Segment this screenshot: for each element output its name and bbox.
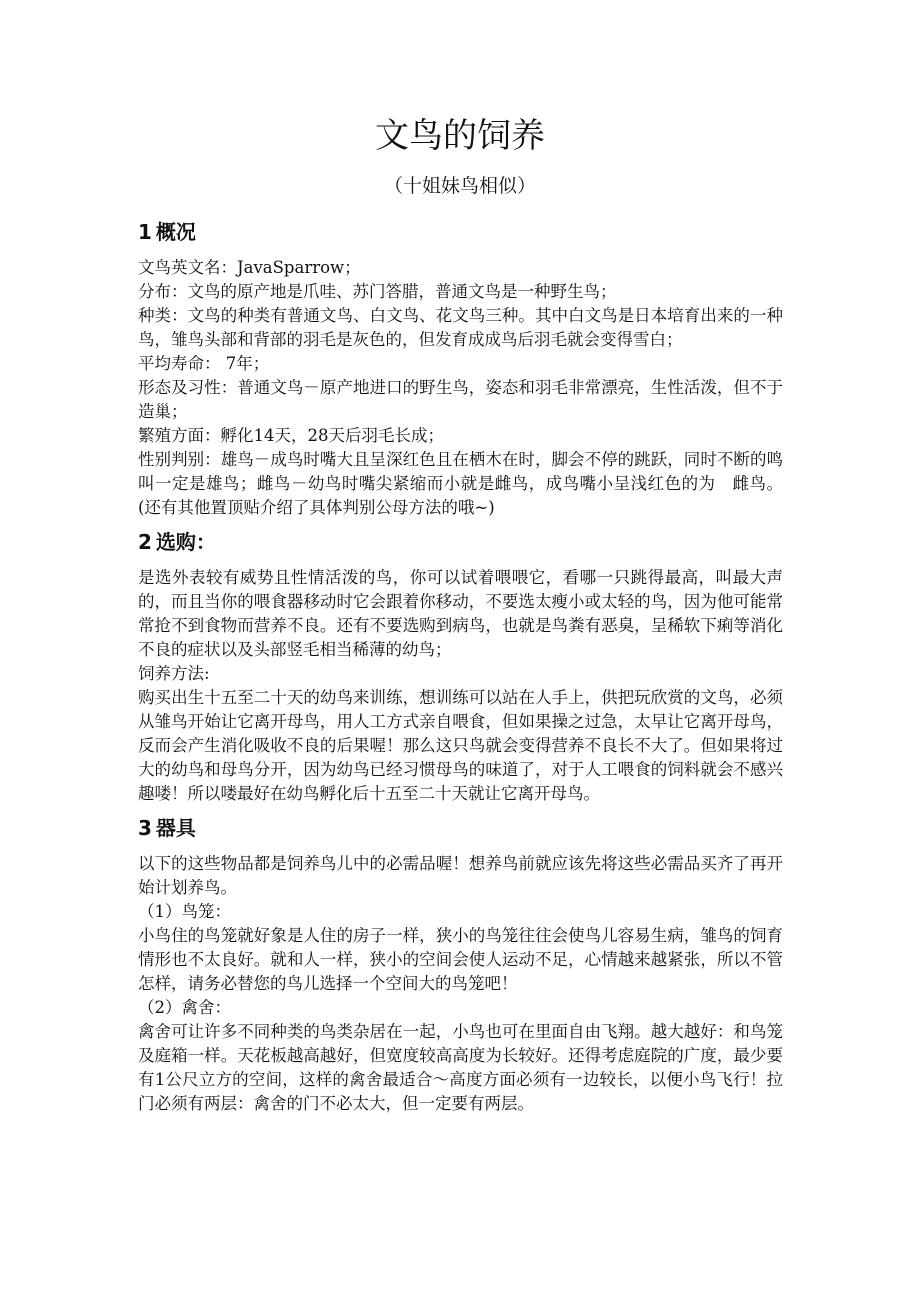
paragraph: 饲养方法: [138, 664, 210, 683]
paragraph: 繁殖方面：孵化14天，28天后羽毛长成； [138, 426, 444, 445]
paragraph: 禽舍可让许多不同种类的鸟类杂居在一起，小鸟也可在里面自由飞翔。越大越好：和鸟笼及庭箱一样。天花板越高越好，但宽度较高高度为长较好。还得考虑庭院的广度，最少要有1公尺立方的空间，这样的禽舍最适合～高度方面必须有一边较长，以便小鸟飞行！拉门必须有两层：禽舍的门不必太大，但一定要有两层。 [138, 1022, 783, 1113]
paragraph: 平均寿命： 7年； [138, 354, 270, 373]
paragraph: 购买出生十五至二十天的幼鸟来训练，想训练可以站在人手上，供把玩欣赏的文鸟，必须从雏鸟开始让它离开母鸟，用人工方式亲自喂食，但如果操之过急，太早让它离开母鸟，反而会产生消化吸收不良的后果喔！那么这只鸟就会变得营养不良长不大了。但如果将过大的幼鸟和母鸟分开，因为幼鸟已经习惯母鸟的味道了，对于人工喂食的饲料就会不感兴趣喽！所以喽最好在幼鸟孵化后十五至二十天就让它离开母鸟。 [138, 688, 783, 803]
section-equipment [138, 810, 783, 1116]
paragraph: （2）禽舍： [138, 998, 231, 1017]
document-subtitle: （十姐妹鸟相似） [383, 175, 536, 197]
section-number: 1 [138, 220, 152, 244]
section-heading [138, 214, 783, 250]
paragraph: 小鸟住的鸟笼就好象是人住的房子一样，狭小的鸟笼往往会使鸟儿容易生病，雏鸟的饲育情形也不太良好。就和人一样，狭小的空间会使人运动不足，心情越来越紧张，所以不管怎样，请务必替您的鸟儿选择一个空间大的鸟笼吧！ [138, 926, 783, 993]
paragraph: 分布：文鸟的原产地是爪哇、苏门答腊，普通文鸟是一种野生鸟； [138, 282, 617, 301]
paragraph: 文鸟英文名：JavaSparrow； [138, 258, 361, 277]
paragraph: （1）鸟笼： [138, 902, 231, 921]
section-number: 2 [138, 530, 152, 554]
section-heading [138, 524, 783, 560]
section-title: 选购： [155, 530, 216, 554]
document-body [138, 214, 783, 1120]
document-title: 文鸟的饲养 [375, 116, 545, 156]
section-purchase [138, 524, 783, 806]
paragraph: 种类：文鸟的种类有普通文鸟、白文鸟、花文鸟三种。其中白文鸟是日本培育出来的一种鸟，雏鸟头部和背部的羽毛是灰色的，但发育成成鸟后羽毛就会变得雪白； [138, 306, 783, 349]
section-number: 3 [138, 816, 152, 840]
section-title: 概况 [155, 220, 196, 244]
paragraph: 是选外表较有威势且性情活泼的鸟，你可以试着喂喂它，看哪一只跳得最高，叫最大声的，而且当你的喂食器移动时它会跟着你移动，不要选太瘦小或太轻的鸟，因为他可能常常抢不到食物而营养不良。还有不要选购到病鸟，也就是鸟粪有恶臭，呈稀软下痢等消化不良的症状以及头部竖毛相当稀薄的幼鸟； [138, 568, 783, 659]
paragraph: 形态及习性：普通文鸟－原产地进口的野生鸟，姿态和羽毛非常漂亮，生性活泼，但不于造巢； [138, 378, 783, 421]
paragraph: 性别判别：雄鸟－成鸟时嘴大且呈深红色且在栖木在时，脚会不停的跳跃，同时不断的鸣叫一定是雄鸟；雌鸟－幼鸟时嘴尖紧缩而小就是雌鸟，成鸟嘴小呈浅红色的为 雌鸟。(还有其他置顶贴介绍了具体判别公母方法的哦~) [138, 450, 783, 517]
section-title: 器具 [155, 816, 196, 840]
section-heading [138, 810, 783, 846]
section-overview [138, 214, 783, 520]
paragraph: 以下的这些物品都是饲养鸟儿中的必需品喔！想养鸟前就应该先将这些必需品买齐了再开始计划养鸟。 [138, 854, 783, 897]
